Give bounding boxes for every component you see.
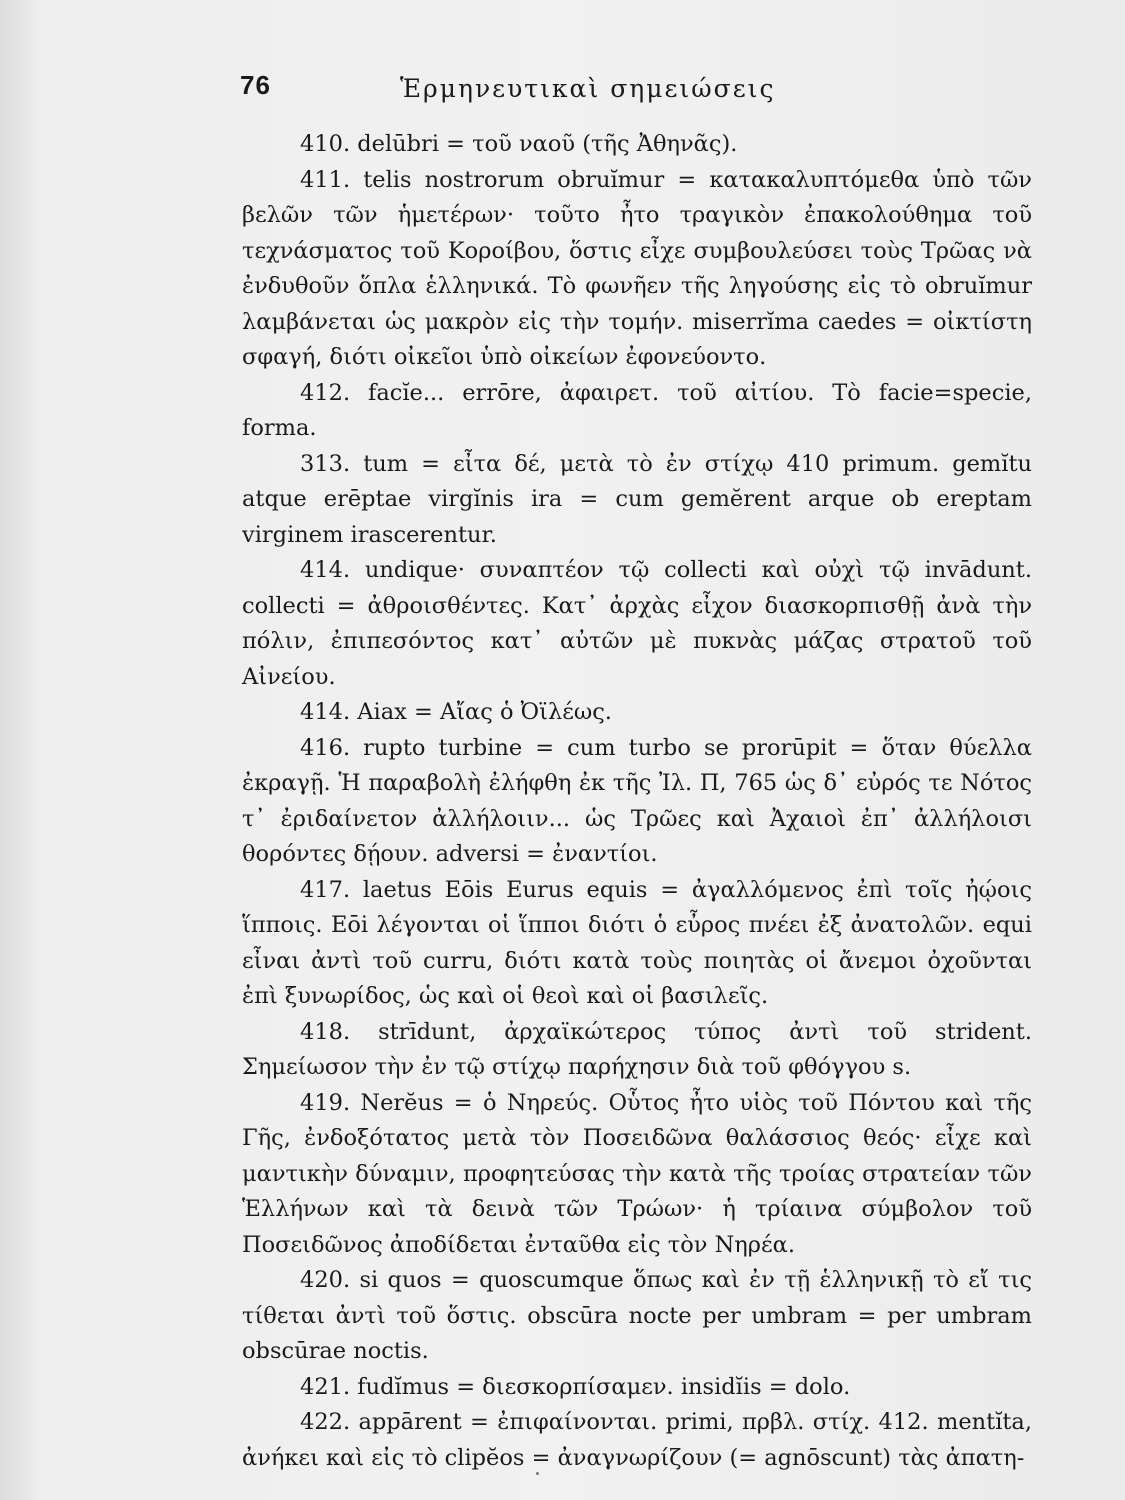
commentary-body xyxy=(242,127,1032,1476)
note-412: 412. facĭe... errōre, ἀφαιρετ. τοῦ αἰτίου. Τὸ facie=specie, forma. xyxy=(242,379,1032,441)
note-420: 420. si quos = quoscumque ὅπως καὶ ἐν τῇ ἑλληνικῇ τὸ εἴ τις τίθεται ἀντὶ τοῦ ὅστις. obscūra nocte per umbram = per umbram obscūrae noctis. xyxy=(242,1267,1032,1364)
note-313: 313. tum = εἶτα δέ, μετὰ τὸ ἐν στίχῳ 410 primum. gemĭtu atque erēptae virgĭnis ira = cum gemĕrent arque ob ereptam virginem irascerentur. xyxy=(242,450,1032,548)
note-410: 410. delūbri = τοῦ ναοῦ (τῆς Ἀθηνᾶς). xyxy=(300,131,738,157)
running-head: Ἑρμηνευτικαὶ σημειώσεις xyxy=(400,74,776,103)
note-416: 416. rupto turbine = cum turbo se prorūpit = ὅταν θύελλα ἐκραγῇ. Ἡ παραβολὴ ἐλήφθη ἐκ τῆς Ἰλ. Π, 765 ὡς δ᾽ εὐρός τε Νότος τ᾽ ἐριδαίνετον ἀλλήλοιιν... ὡς Τρῶες καὶ Ἀχαιοὶ ἐπ᾽ ἀλλήλοισι θορόντες δῄουν. adversi = ἐναντίοι. xyxy=(242,734,1032,867)
note-414-undique: 414. undique· συναπτέον τῷ collecti καὶ οὐχὶ τῷ invādunt. collecti = ἀθροισθέντες. Κατ᾽ ἀρχὰς εἶχον διασκορπισθῇ ἀνὰ τὴν πόλιν, ἐπιπεσόντος κατ᾽ αὐτῶν μὲ πυκνὰς μάζας στρατοῦ τοῦ Αἰνείου. xyxy=(242,557,1032,690)
note-422: 422. appārent = ἐπιφαίνονται. primi, πρβλ. στίχ. 412. mentĭta, ἀνήκει καὶ εἰς τὸ clipĕos = ἀναγνωρίζουν (= agnōscunt) τὰς ἀπατη- xyxy=(242,1409,1032,1471)
page-number: 76 xyxy=(240,70,271,100)
note-418: 418. strīdunt, ἀρχαϊκώτερος τύπος ἀντὶ τοῦ strident. Σημείωσον τὴν ἐν τῷ στίχῳ παρήχησιν διὰ τοῦ φθόγγου s. xyxy=(242,1018,1032,1080)
note-417: 417. laetus Eōis Eurus equis = ἀγαλλόμενος ἐπὶ τοῖς ἠῴοις ἵπποις. Eōi λέγονται οἱ ἵπποι διότι ὁ εὖρος πνέει ἐξ ἀνατολῶν. equi εἶναι ἀντὶ τοῦ curru, διότι κατὰ τοὺς ποιητὰς οἱ ἄνεμοι ὀχοῦνται ἐπὶ ξυνωρίδος, ὡς καὶ οἱ θεοὶ καὶ οἱ βασιλεῖς. xyxy=(242,876,1032,1009)
page-header xyxy=(0,70,1125,110)
note-414-aiax: 414. Aiax = Αἴας ὁ Ὀϊλέως. xyxy=(300,699,612,725)
print-speck xyxy=(536,1472,539,1475)
note-411: 411. telis nostrorum obruĭmur = κατακαλυπτόμεθα ὑπὸ τῶν βελῶν τῶν ἡμετέρων· τοῦτο ἦτο τραγικὸν ἐπακολούθημα τοῦ τεχνάσματος τοῦ Κοροίβου, ὅστις εἶχε συμβουλεύσει τοὺς Τρῶας νὰ ἐνδυθοῦν ὅπλα ἑλληνικά. Τὸ φωνῆεν τῆς ληγούσης εἰς τὸ obruĭmur λαμβάνεται ὡς μακρὸν εἰς τὴν τομήν. miserrĭma caedes = οἰκτίστη σφαγή, διότι οἰκεῖοι ὑπὸ οἰκείων ἐφονεύοντο. xyxy=(242,166,1032,370)
note-419: 419. Nerĕus = ὁ Νηρεύς. Οὗτος ἦτο υἱὸς τοῦ Πόντου καὶ τῆς Γῆς, ἐνδοξότατος μετὰ τὸν Ποσειδῶνα θαλάσσιος θεός· εἶχε καὶ μαντικὴν δύναμιν, προφητεύσας τὴν κατὰ τῆς τροίας στρατείαν τῶν Ἑλλήνων καὶ τὰ δεινὰ τῶν Τρώων· ἡ τρίαινα σύμβολον τοῦ Ποσειδῶνος ἀποδίδεται ἐνταῦθα εἰς τὸν Νηρέα. xyxy=(242,1089,1032,1258)
note-421: 421. fudĭmus = διεσκορπίσαμεν. insidĭis = dolo. xyxy=(300,1373,851,1400)
